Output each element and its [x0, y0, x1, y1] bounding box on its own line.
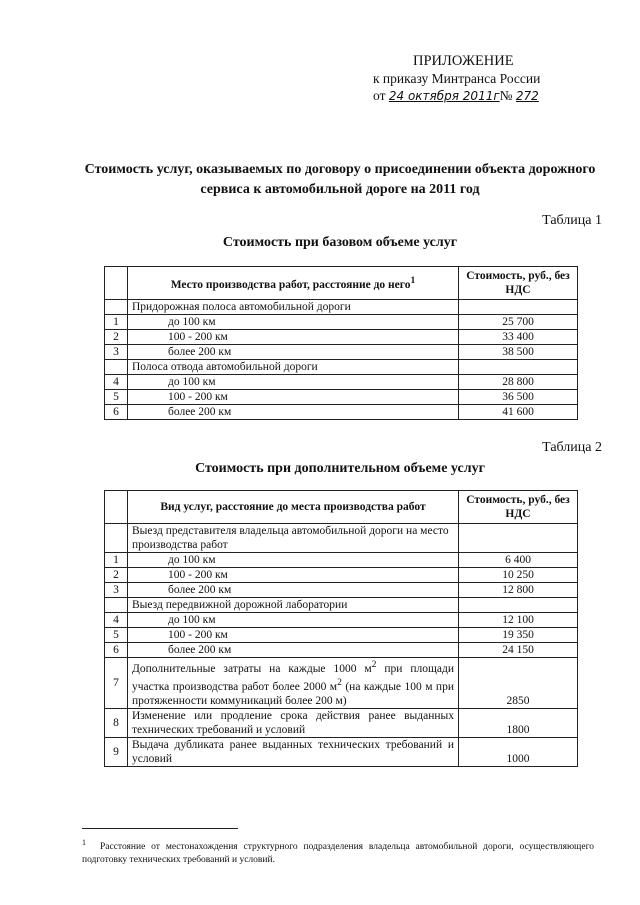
table1-header-cost: Стоимость, руб., без НДС — [459, 267, 578, 300]
table-row-extension — [105, 708, 578, 737]
row-distance: до 100 км — [128, 553, 459, 568]
table1-label: Таблица 1 — [542, 213, 602, 228]
row-number: 8 — [105, 708, 128, 737]
table-section-row — [105, 360, 578, 375]
row-distance: 100 - 200 км — [128, 628, 459, 643]
table-row — [105, 613, 578, 628]
table2-title: Стоимость при дополнительном объеме услуг — [195, 461, 485, 476]
table1-title: Стоимость при базовом объеме услуг — [222, 235, 458, 250]
appendix-block — [373, 53, 540, 105]
footnote-divider — [82, 828, 238, 829]
row-number: 6 — [105, 643, 128, 658]
row-cost: 25 700 — [459, 315, 578, 330]
section-label: Придорожная полоса автомобильной дороги — [128, 300, 459, 315]
table-row — [105, 315, 578, 330]
row-distance: более 200 км — [128, 345, 459, 360]
table2-header-service: Вид услуг, расстояние до места производства работ — [128, 491, 459, 524]
row-number: 5 — [105, 390, 128, 405]
table1 — [104, 266, 578, 420]
table-row — [105, 375, 578, 390]
row-distance: до 100 км — [128, 375, 459, 390]
table-section-row — [105, 524, 578, 553]
row-cost: 36 500 — [459, 390, 578, 405]
table-row — [105, 628, 578, 643]
row-text: Выдача дубликата ранее выданных технических требований и условий — [128, 737, 459, 766]
table-row — [105, 405, 578, 420]
row-text — [128, 658, 459, 709]
row-cost: 41 600 — [459, 405, 578, 420]
row-cost: 1000 — [459, 737, 578, 766]
row-number: 3 — [105, 583, 128, 598]
row-cost: 38 500 — [459, 345, 578, 360]
row-number: 3 — [105, 345, 128, 360]
row-cost: 24 150 — [459, 643, 578, 658]
row-cost: 10 250 — [459, 568, 578, 583]
table1-header-row — [105, 267, 578, 300]
row-number: 4 — [105, 375, 128, 390]
row-cost: 6 400 — [459, 553, 578, 568]
appendix-order-line: к приказу Минтранса России — [373, 71, 541, 86]
row-number: 6 — [105, 405, 128, 420]
table-row-duplicate — [105, 737, 578, 766]
table-row — [105, 583, 578, 598]
appendix-date-line — [373, 87, 540, 105]
table1-header-place — [128, 267, 459, 300]
row-number: 4 — [105, 613, 128, 628]
row-cost: 12 100 — [459, 613, 578, 628]
table-row — [105, 390, 578, 405]
section-label: Выезд представителя владельца автомобильной дороги на место производства работ — [128, 524, 459, 553]
row-text-part: при площади участка производства работ более 2000 м — [132, 662, 455, 693]
table-row — [105, 568, 578, 583]
row-cost: 33 400 — [459, 330, 578, 345]
table2 — [104, 490, 578, 767]
row-distance: 100 - 200 км — [128, 390, 459, 405]
row-number: 1 — [105, 553, 128, 568]
table2-header-num — [105, 491, 128, 524]
row-distance: более 200 км — [128, 405, 459, 420]
footnote-ref: 1 — [410, 275, 416, 287]
row-cost: 2850 — [459, 658, 578, 709]
table2-header-row — [105, 491, 578, 524]
table2-label: Таблица 2 — [542, 440, 602, 455]
table1-header-num — [105, 267, 128, 300]
date-prefix: от — [373, 88, 386, 103]
table-section-row — [105, 598, 578, 613]
table2-header-cost: Стоимость, руб., без НДС — [459, 491, 578, 524]
row-distance: до 100 км — [128, 315, 459, 330]
row-number: 2 — [105, 330, 128, 345]
section-label: Выезд передвижной дорожной лаборатории — [128, 598, 459, 613]
row-distance: 100 - 200 км — [128, 568, 459, 583]
document-title: Стоимость услуг, оказываемых по договору о присоединении объекта дорожного сервиса к автомобильной дороге на 2011 год — [84, 162, 596, 197]
table-row — [105, 553, 578, 568]
row-distance: более 200 км — [128, 583, 459, 598]
section-label: Полоса отвода автомобильной дороги — [128, 360, 459, 375]
superscript: 2 — [371, 659, 377, 670]
row-distance: до 100 км — [128, 613, 459, 628]
row-distance: более 200 км — [128, 643, 459, 658]
footnote-text: Расстояние от местонахождения структурного подразделения владельца автомобильной дороги, осуществляющего подготовку технических требований и условий. — [82, 842, 594, 866]
row-text: Изменение или продление срока действия ранее выданных технических требований и условий — [128, 708, 459, 737]
row-cost: 28 800 — [459, 375, 578, 390]
row-cost: 12 800 — [459, 583, 578, 598]
row-text-part: (на каждые 100 м при протяженности коммуникаций более 200 м) — [132, 680, 454, 707]
superscript: 2 — [337, 676, 342, 688]
table-section-row — [105, 300, 578, 315]
handwritten-number: 272 — [515, 89, 539, 103]
number-prefix: № — [499, 88, 513, 103]
row-distance: 100 - 200 км — [128, 330, 459, 345]
row-number: 5 — [105, 628, 128, 643]
row-cost: 19 350 — [459, 628, 578, 643]
footnote-mark: 1 — [82, 838, 86, 847]
table-row — [105, 643, 578, 658]
row-number: 7 — [105, 658, 128, 709]
row-number: 9 — [105, 737, 128, 766]
footnote — [82, 836, 594, 867]
row-text-part: Дополнительные затраты на каждые 1000 м — [132, 662, 372, 675]
row-number: 1 — [105, 315, 128, 330]
row-number: 2 — [105, 568, 128, 583]
table-row — [105, 330, 578, 345]
table-row-extra-costs — [105, 658, 578, 709]
table-row — [105, 345, 578, 360]
appendix-title: ПРИЛОЖЕНИЕ — [413, 53, 514, 69]
table1-header-place-text: Место производства работ, расстояние до него — [170, 278, 411, 291]
handwritten-date: 24 октября 2011г — [388, 89, 500, 103]
row-cost: 1800 — [459, 708, 578, 737]
